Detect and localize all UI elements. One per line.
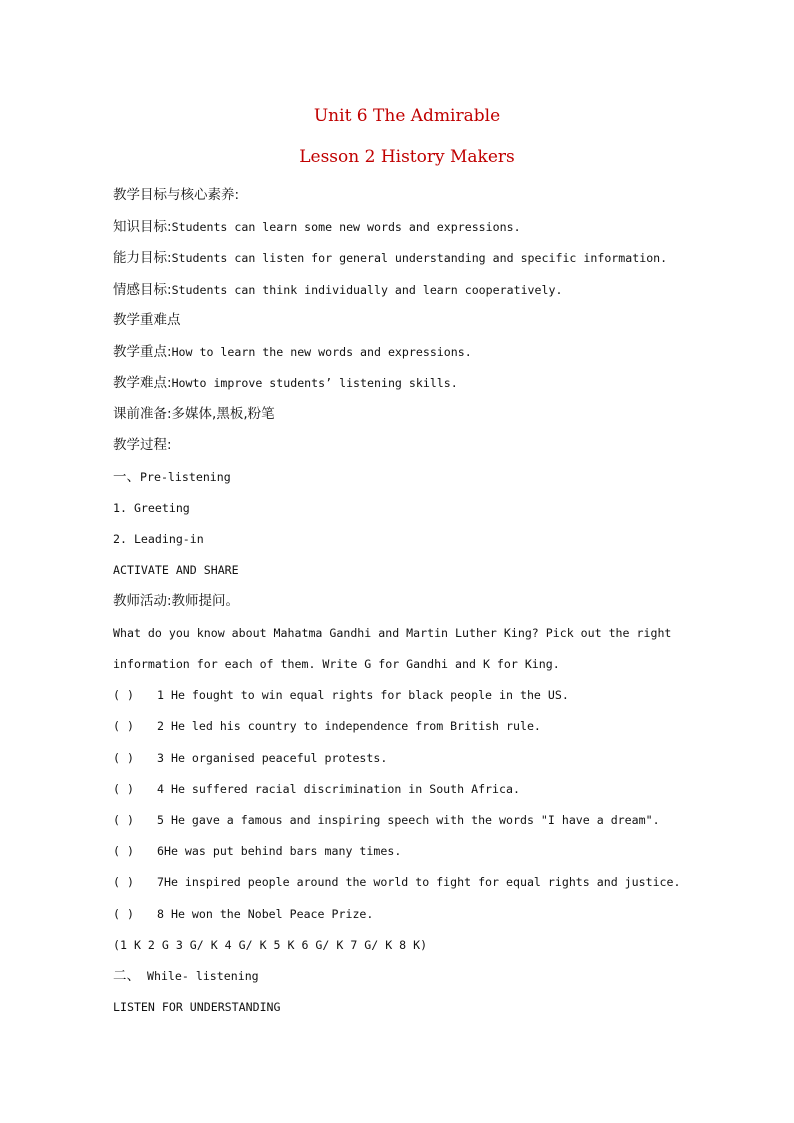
section-pre-listening [113,469,231,485]
key-label: 教学重点: [113,344,172,360]
question-line-2: information for each of them. Write G for Gandhi and K for King. [113,657,560,671]
answer-blank: ( ) [113,688,134,702]
ability-label: 能力目标: [113,250,172,266]
knowledge-text: Students can learn some new words and expressions. [171,220,521,234]
answer-blank: ( ) [113,907,134,921]
activate-heading: ACTIVATE AND SHARE [113,563,239,577]
knowledge-objective [113,219,521,235]
section-while-listening [113,968,259,984]
objectives-heading: 教学目标与核心素养: [113,187,240,203]
emotion-text: Students can think individually and learn cooperatively. [171,283,563,297]
answer-blank: ( ) [113,844,134,858]
document-subtitle: Lesson 2 History Makers [299,147,515,167]
item-text: 5 He gave a famous and inspiring speech with the words "I have a dream". [157,813,660,827]
list-item [113,843,401,859]
ability-objective [113,250,667,266]
item-text: 4 He suffered racial discrimination in South Africa. [157,782,520,796]
answer-blank: ( ) [113,719,134,733]
section2-prefix: 二、 [113,968,140,984]
answer-key: (1 K 2 G 3 G/ K 4 G/ K 5 K 6 G/ K 7 G/ K 8 K) [113,938,428,952]
section2-text: While- listening [140,969,259,983]
answer-blank: ( ) [113,813,134,827]
difficult-point [113,375,458,391]
list-item [113,906,373,922]
emotion-label: 情感目标: [113,282,172,298]
emotion-objective [113,282,562,298]
item-text: 3 He organised peaceful protests. [157,751,388,765]
key-difficult-heading: 教学重难点 [113,312,181,328]
key-point [113,344,472,360]
list-item [113,874,681,890]
section1-text: Pre-listening [140,470,231,484]
section1-prefix: 一、 [113,469,140,485]
item-text: 6He was put behind bars many times. [157,844,402,858]
key-text: How to learn the new words and expressions. [171,345,472,359]
question-line-1: What do you know about Mahatma Gandhi and Martin Luther King? Pick out the right [113,626,672,640]
ability-text: Students can listen for general understanding and specific information. [171,251,668,265]
answer-blank: ( ) [113,782,134,796]
answer-blank: ( ) [113,875,134,889]
item-text: 7He inspired people around the world to fight for equal rights and justice. [157,875,681,889]
difficult-text: Howto improve students’ listening skills. [171,376,458,390]
list-item [113,812,660,828]
difficult-label: 教学难点: [113,375,172,391]
knowledge-label: 知识目标: [113,219,172,235]
step-leading-in: 2. Leading-in [113,532,204,546]
item-text: 8 He won the Nobel Peace Prize. [157,907,374,921]
answer-blank: ( ) [113,751,134,765]
teacher-activity: 教师活动:教师提问。 [113,593,240,609]
list-item [113,687,569,703]
list-item [113,781,520,797]
preparation: 课前准备:多媒体,黑板,粉笔 [113,406,275,422]
list-item [113,750,387,766]
process-heading: 教学过程: [113,437,172,453]
item-text: 1 He fought to win equal rights for black people in the US. [157,688,569,702]
step-greeting: 1. Greeting [113,501,190,515]
list-item [113,718,541,734]
listen-heading: LISTEN FOR UNDERSTANDING [113,1000,281,1014]
item-text: 2 He led his country to independence from British rule. [157,719,541,733]
document-title: Unit 6 The Admirable [313,106,501,126]
